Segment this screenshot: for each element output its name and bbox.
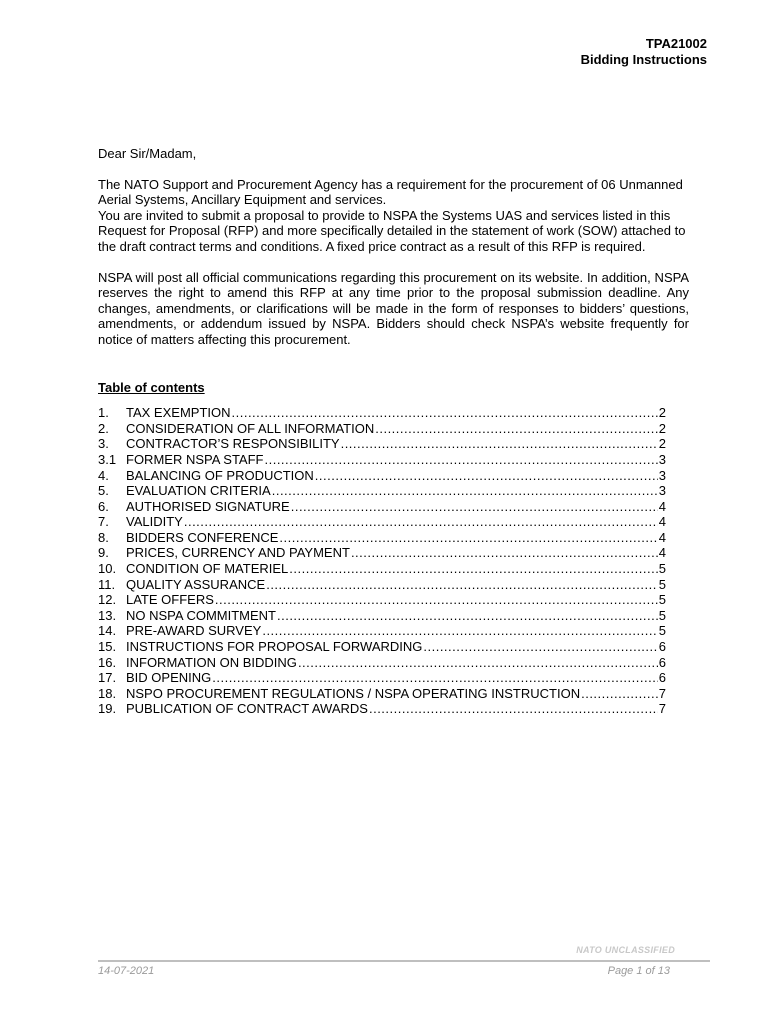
- toc-entry-page: 5: [658, 561, 666, 577]
- toc-entry-label: BALANCING OF PRODUCTION: [126, 467, 314, 483]
- toc-entry-label: INSTRUCTIONS FOR PROPOSAL FORWARDING: [126, 639, 423, 655]
- toc-entry[interactable]: [98, 592, 666, 608]
- intro-paragraph: The NATO Support and Procurement Agency has a requirement for the procurement of 06 Unmanned Aerial Systems, Ancillary Equipment and services.: [98, 176, 683, 208]
- toc-entry-page: 4: [658, 529, 666, 545]
- toc-entry-label: NO NSPA COMMITMENT: [126, 607, 276, 623]
- toc-entry[interactable]: [98, 499, 666, 515]
- toc-leader-dots: [264, 452, 657, 468]
- toc-entry-number: 7.: [98, 514, 109, 530]
- toc-entry-number: 2.: [98, 420, 109, 436]
- toc-entry-number: 14.: [98, 623, 117, 639]
- toc-entry-page: 5: [658, 576, 666, 592]
- toc-entry-number: 3.1: [98, 451, 117, 467]
- toc-leader-dots: [212, 670, 658, 686]
- toc-entry-label: NSPO PROCUREMENT REGULATIONS / NSPA OPERATING INSTRUCTION: [126, 685, 581, 701]
- toc-entry-page: 4: [658, 498, 666, 514]
- toc-leader-dots: [369, 701, 658, 717]
- toc-entry-number: 17.: [98, 670, 117, 686]
- toc-entry-label: BIDDERS CONFERENCE: [126, 529, 279, 545]
- toc-entry[interactable]: [98, 701, 666, 717]
- toc-entry-number: 9.: [98, 545, 109, 561]
- toc-entry-number: 10.: [98, 561, 117, 577]
- toc-entry-label: CONTRACTOR’S RESPONSIBILITY: [126, 436, 340, 452]
- toc-entry-page: 7: [658, 701, 666, 717]
- toc-entry-label: EVALUATION CRITERIA: [126, 483, 271, 499]
- toc-entry[interactable]: [98, 421, 666, 437]
- toc-entry-page: 6: [658, 639, 666, 655]
- communications-paragraph: NSPA will post all official communications regarding this procurement on its website. In addition, NSPA reserves the right to amend this RFP at any time prior to the proposal submission deadline. Any changes, amendments, or clarifications will be made in the form of responses to bidders’ questions, amendments, or addendum issued by NSPA. Bidders should check NSPA’s website frequently for notice of matters affecting this procurement.: [98, 269, 689, 347]
- toc-leader-dots: [291, 499, 658, 515]
- toc-leader-dots: [298, 655, 658, 671]
- toc-entry-number: 3.: [98, 436, 109, 452]
- toc-leader-dots: [581, 686, 658, 702]
- letter-body: [98, 146, 689, 717]
- salutation: Dear Sir/Madam,: [98, 146, 197, 161]
- toc-entry[interactable]: [98, 577, 666, 593]
- toc-leader-dots: [315, 468, 658, 484]
- document-header: [581, 36, 707, 68]
- toc-entry[interactable]: [98, 436, 666, 452]
- toc-entry[interactable]: [98, 452, 666, 468]
- toc-entry-label: LATE OFFERS: [126, 592, 214, 608]
- toc-entry-label: PUBLICATION OF CONTRACT AWARDS: [126, 701, 368, 717]
- toc-entry-page: 5: [658, 623, 666, 639]
- toc-entry-page: 6: [658, 654, 666, 670]
- toc-entry-label: PRE-AWARD SURVEY: [126, 623, 262, 639]
- toc-entry[interactable]: [98, 686, 666, 702]
- toc-entry[interactable]: [98, 514, 666, 530]
- toc-entry-page: 3: [658, 467, 666, 483]
- toc-leader-dots: [215, 592, 658, 608]
- toc-entry-number: 19.: [98, 701, 117, 717]
- toc-leader-dots: [375, 421, 658, 437]
- toc-heading: Table of contents: [98, 379, 205, 395]
- toc-entry-page: 3: [658, 451, 666, 467]
- toc-entry[interactable]: [98, 545, 666, 561]
- document-title: Bidding Instructions: [580, 52, 707, 67]
- page-number: Page 1 of 13: [607, 965, 670, 977]
- footer-divider: [98, 960, 710, 962]
- toc-entry-label: CONSIDERATION OF ALL INFORMATION: [126, 420, 375, 436]
- toc-entry-label: AUTHORISED SIGNATURE: [126, 498, 290, 514]
- toc-entry[interactable]: [98, 655, 666, 671]
- toc-entry-label: INFORMATION ON BIDDING: [126, 654, 297, 670]
- toc-entry-label: QUALITY ASSURANCE: [126, 576, 266, 592]
- toc-leader-dots: [232, 405, 658, 421]
- classification-marking: NATO UNCLASSIFIED: [576, 945, 675, 955]
- toc-entry-page: 2: [658, 436, 666, 452]
- toc-leader-dots: [279, 530, 657, 546]
- toc-entry[interactable]: [98, 468, 666, 484]
- toc-entry-page: 6: [658, 670, 666, 686]
- toc-leader-dots: [262, 623, 657, 639]
- footer-date: 14-07-2021: [98, 965, 155, 977]
- toc-entry-label: PRICES, CURRENCY AND PAYMENT: [126, 545, 350, 561]
- toc-leader-dots: [351, 545, 658, 561]
- toc-entry-label: TAX EXEMPTION: [126, 405, 231, 421]
- page-footer: [98, 965, 670, 977]
- document-number: TPA21002: [645, 36, 707, 51]
- toc-entry-label: VALIDITY: [126, 514, 183, 530]
- toc-entry[interactable]: [98, 483, 666, 499]
- toc-entry-page: 5: [658, 607, 666, 623]
- toc-entry-label: CONDITION OF MATERIEL: [126, 561, 289, 577]
- toc-entry-number: 4.: [98, 467, 109, 483]
- toc-entry-label: BID OPENING: [126, 670, 212, 686]
- toc-entry[interactable]: [98, 608, 666, 624]
- toc-leader-dots: [289, 561, 658, 577]
- toc-entry-number: 11.: [98, 576, 116, 592]
- toc-entry-page: 2: [658, 420, 666, 436]
- toc-entry-label: FORMER NSPA STAFF: [126, 451, 264, 467]
- toc-entry[interactable]: [98, 405, 666, 421]
- toc-leader-dots: [423, 639, 657, 655]
- toc-entry-page: 7: [658, 685, 666, 701]
- toc-entry[interactable]: [98, 639, 666, 655]
- toc-entry-number: 12.: [98, 592, 117, 608]
- toc-leader-dots: [272, 483, 658, 499]
- toc-entry[interactable]: [98, 530, 666, 546]
- toc-entry-page: 3: [658, 483, 666, 499]
- toc-entry-page: 2: [658, 405, 666, 421]
- toc-entry[interactable]: [98, 623, 666, 639]
- toc-entry-number: 1.: [98, 405, 109, 421]
- table-of-contents: [98, 405, 666, 717]
- toc-entry-page: 4: [658, 514, 666, 530]
- toc-leader-dots: [341, 436, 658, 452]
- toc-entry-number: 8.: [98, 529, 109, 545]
- toc-entry-number: 6.: [98, 498, 109, 514]
- toc-entry[interactable]: [98, 561, 666, 577]
- toc-entry-page: 4: [658, 545, 666, 561]
- toc-entry-number: 5.: [98, 483, 109, 499]
- toc-leader-dots: [277, 608, 658, 624]
- toc-entry-page: 5: [658, 592, 666, 608]
- toc-entry-number: 13.: [98, 607, 117, 623]
- toc-leader-dots: [184, 514, 658, 530]
- toc-entry-number: 18.: [98, 685, 117, 701]
- toc-entry[interactable]: [98, 670, 666, 686]
- invitation-paragraph: You are invited to submit a proposal to provide to NSPA the Systems UAS and services listed in this Request for Proposal (RFP) and more specifically detailed in the statement of work (SOW) attached to the draft contract terms and conditions. A fixed price contract as a result of this RFP is required.: [98, 207, 686, 254]
- toc-entry-number: 15.: [98, 639, 117, 655]
- toc-leader-dots: [266, 577, 658, 593]
- toc-entry-number: 16.: [98, 654, 117, 670]
